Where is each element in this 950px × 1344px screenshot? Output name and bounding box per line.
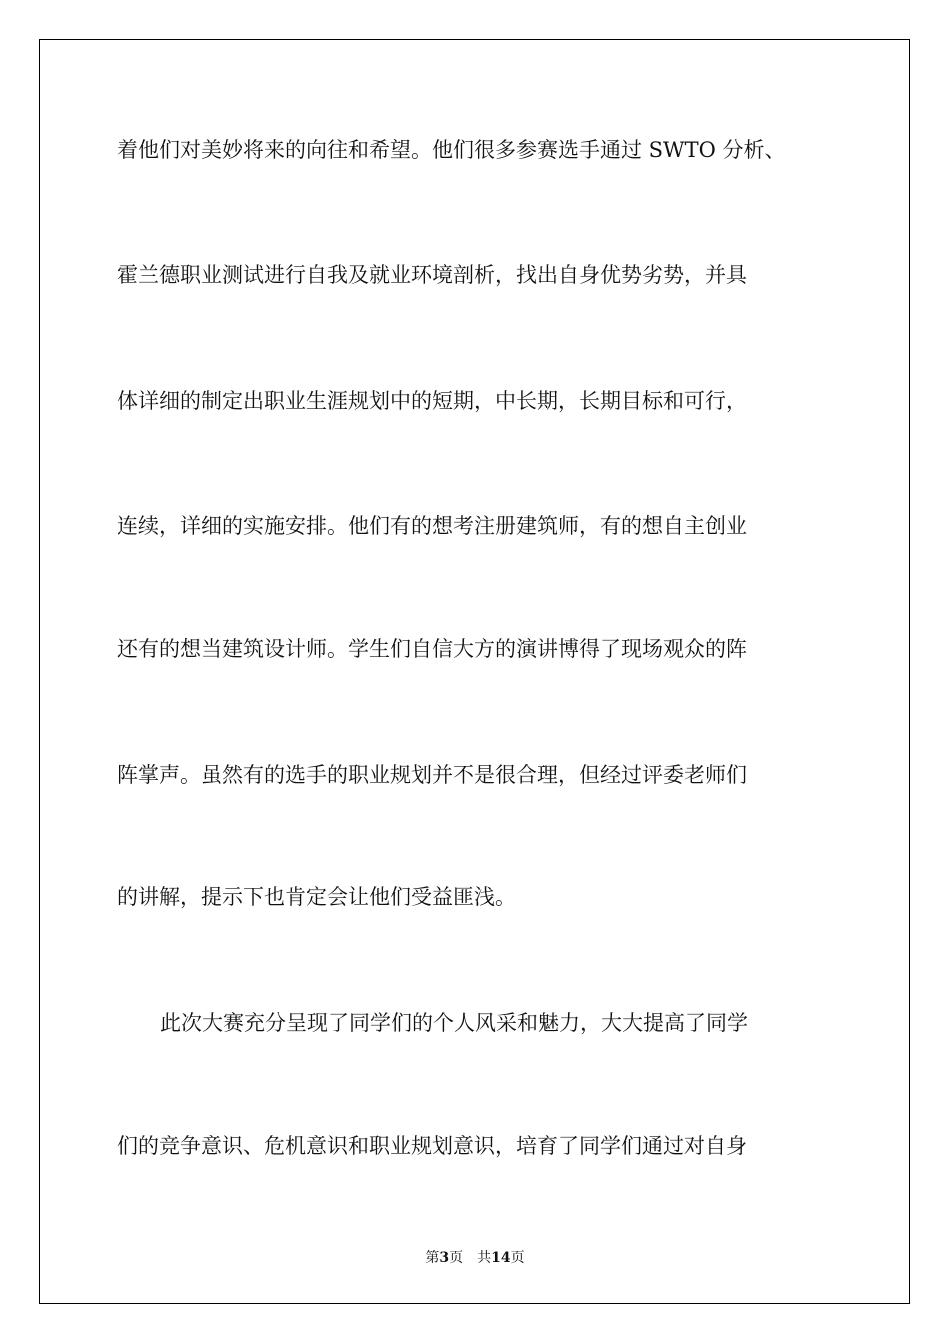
body-line-4: 连续，详细的实施安排。他们有的想考注册建筑师，有的想自主创业 [117, 514, 747, 538]
page-footer [0, 1247, 950, 1267]
footer-page-prefix: 第 [425, 1250, 440, 1266]
body-line-3: 体详细的制定出职业生涯规划中的短期，中长期，长期目标和可行， [117, 389, 747, 413]
body-line-2: 霍兰德职业测试进行自我及就业环境剖析，找出自身优势劣势，并具 [117, 263, 747, 287]
body-line-6: 阵掌声。虽然有的选手的职业规划并不是很合理，但经过评委老师们 [117, 763, 747, 787]
body-line-8: 此次大赛充分呈现了同学们的个人风采和魅力，大大提高了同学 [160, 1011, 748, 1035]
body-line-7: 的讲解，提示下也肯定会让他们受益匪浅。 [117, 885, 516, 909]
footer-page-current: 3 [439, 1250, 450, 1266]
page-border [39, 39, 910, 1304]
body-line-5: 还有的想当建筑设计师。学生们自信大方的演讲博得了现场观众的阵 [117, 637, 747, 661]
footer-total-prefix: 共 [477, 1250, 492, 1266]
body-line-1: 着他们对美妙将来的向往和希望。他们很多参赛选手通过 SWTO 分析、 [117, 138, 786, 162]
footer-page-total: 14 [491, 1250, 511, 1266]
footer-page-suffix: 页 [449, 1250, 464, 1266]
footer-total-suffix: 页 [510, 1250, 525, 1266]
body-line-9: 们的竞争意识、危机意识和职业规划意识，培育了同学们通过对自身 [117, 1134, 747, 1158]
